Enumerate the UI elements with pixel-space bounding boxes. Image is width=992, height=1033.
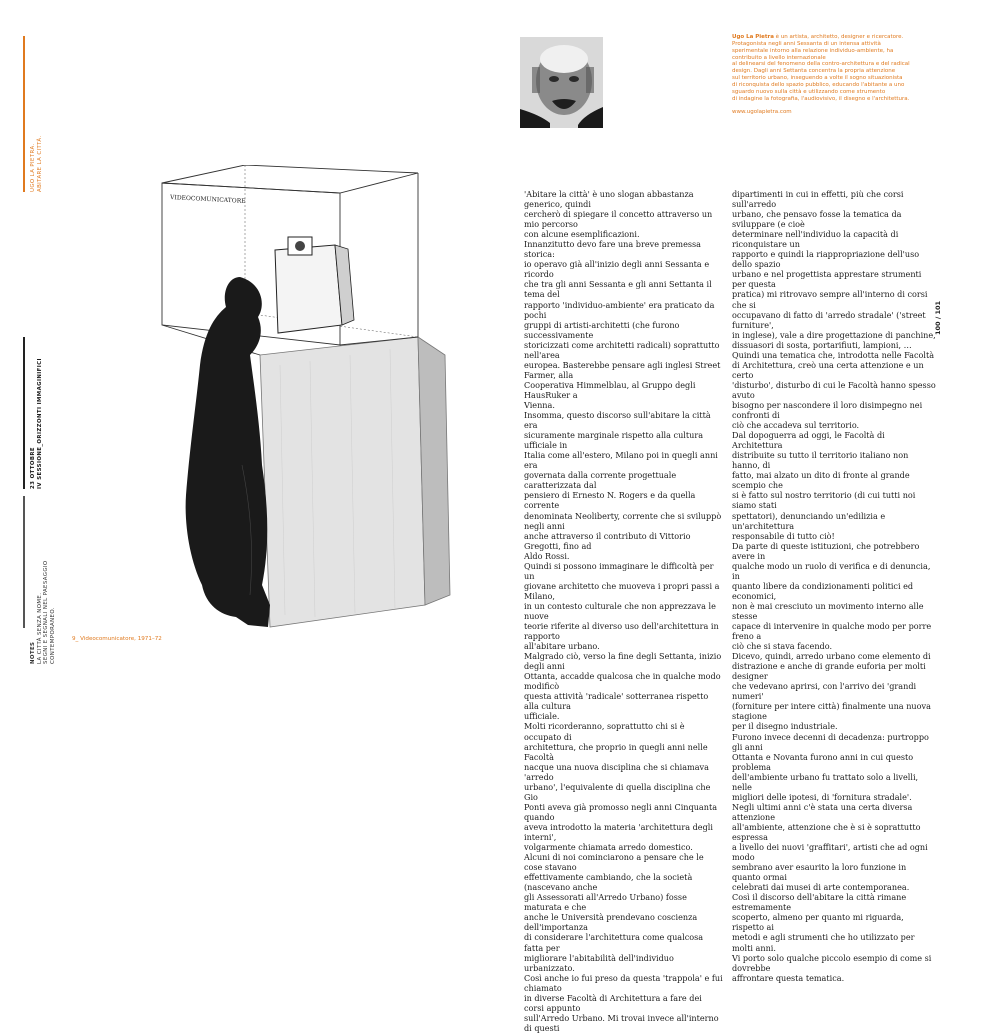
box-label: VIDEOCOMUNICATORE bbox=[169, 194, 246, 205]
side-title bbox=[30, 136, 43, 192]
text-line: che vedevano aprirsi, con l'arrivo dei 'grandi numeri' bbox=[732, 681, 917, 702]
text-line: volgarmente chiamata arredo domestico. bbox=[524, 842, 693, 853]
text-line: capace di intervenire in qualche modo per porre freno a bbox=[732, 621, 932, 642]
bio-line-5: design. Dagli anni Settanta concentra la propria attenzione bbox=[732, 68, 896, 75]
side-title-line-2: ABITARE LA CITTÀ. bbox=[36, 135, 43, 192]
text-line: ciò che accadeva sul territorio. bbox=[732, 420, 860, 431]
text-line: effettivamente cambiando, che la società (nascevano anche bbox=[524, 872, 693, 893]
text-line: dipartimenti in cui in effetti, più che corsi sull'arredo bbox=[732, 189, 904, 210]
text-line: distribuite su tutto il territorio italiano non hanno, di bbox=[732, 450, 909, 471]
notes-line-4: CONTEMPORANEO. bbox=[49, 607, 56, 664]
text-line: spettatori), denunciando un'edilizia e un'architettura bbox=[732, 510, 886, 531]
side-title-line-1: UGO LA PIETRA. bbox=[30, 143, 36, 192]
text-line: cercherò di spiegare il concetto attraverso un mio percorso bbox=[524, 209, 713, 230]
text-line: governata dalla corrente progettuale caratterizzata dal bbox=[524, 470, 677, 491]
portrait-photo bbox=[520, 37, 603, 128]
text-line: di Architettura, creò una certa attenzione e un certo bbox=[732, 359, 924, 380]
text-line: Ponti aveva già promosso negli anni Cinquanta quando bbox=[524, 801, 718, 822]
text-line: urbano e nel progettista apprestare strumenti per questa bbox=[732, 269, 922, 290]
text-line: all'abitare urbano. bbox=[524, 641, 600, 652]
text-line: 'disturbo', disturbo di cui le Facoltà hanno spesso avuto bbox=[732, 379, 936, 400]
text-line: con alcune esemplificazioni. bbox=[524, 229, 640, 240]
text-line: a livello dei nuovi 'graffitari', artisti che ad ogni modo bbox=[732, 842, 928, 863]
text-line: Così il discorso dell'abitare la città rimane estremamente bbox=[732, 892, 907, 913]
text-line: Alcuni di noi cominciarono a pensare che le cose stavano bbox=[524, 852, 704, 873]
text-line: ufficiale. bbox=[524, 711, 560, 722]
text-line: architettura, che proprio in quegli anni nelle Facoltà bbox=[524, 741, 708, 762]
text-line: Insomma, questo discorso sull'abitare la città era bbox=[524, 410, 711, 431]
text-line: io operavo già all'inizio degli anni Sessanta e ricordo bbox=[524, 259, 710, 280]
text-line: Aldo Rossi. bbox=[524, 550, 570, 561]
text-line: in diverse Facoltà di Architettura a fare dei corsi appunto bbox=[524, 992, 702, 1013]
text-line: quanto libere da condizionamenti politici ed economici, bbox=[732, 580, 914, 601]
text-line: all'ambiente, attenzione che è si è soprattutto espressa bbox=[732, 821, 921, 842]
orange-rule-top bbox=[23, 36, 25, 192]
text-line: Quindi una tematica che, introdotta nelle Facoltà bbox=[732, 349, 935, 360]
text-line: anche attraverso il contributo di Vittorio Gregotti, fino ad bbox=[524, 530, 691, 551]
text-line: Così anche io fui preso da questa 'trappola' e fui chiamato bbox=[524, 972, 723, 993]
text-line: Malgrado ciò, verso la fine degli Settanta, inizio degli anni bbox=[524, 651, 722, 672]
text-line: Dicevo, quindi, arredo urbano come elemento di bbox=[732, 651, 931, 662]
text-line: urbano', l'equivalente di quella disciplina che Gio bbox=[524, 781, 711, 802]
text-line: determinare nell'individuo la capacità di riconquistare un bbox=[732, 229, 899, 250]
text-line: bisogno per nascondere il loro disimpegno nei confronti di bbox=[732, 399, 923, 421]
page-number: 100 / 101 bbox=[934, 300, 942, 335]
text-line: (forniture per intere città) finalmente una nuova stagione bbox=[732, 701, 931, 722]
text-line: Da parte di queste istituzioni, che potrebbero avere in bbox=[732, 540, 920, 561]
text-line: che tra gli anni Sessanta e gli anni Settanta il tema del bbox=[524, 279, 712, 300]
text-line: 'Abitare la città' è uno slogan abbastanza generico, quindi bbox=[524, 189, 694, 210]
text-line: per il disegno industriale. bbox=[732, 721, 838, 732]
session-label bbox=[30, 358, 43, 489]
text-line: fatto, mai alzato un dito di fronte al grande scempio che bbox=[732, 470, 910, 491]
text-line: questa attività 'radicale' sotterranea rispetto alla cultura bbox=[524, 691, 709, 712]
notes-line-2: LA CITTÀ SENZA NOME. bbox=[36, 592, 43, 664]
text-line: migliorare l'abitabilità dell'individuo urbanizzato. bbox=[524, 952, 674, 973]
author-bio bbox=[732, 34, 932, 116]
text-line: aveva introdotto la materia 'architettura degli interni', bbox=[524, 821, 713, 842]
bio-line-0 bbox=[732, 34, 932, 41]
text-line: celebrati dai musei di arte contemporanea. bbox=[732, 882, 910, 893]
author-website-link[interactable]: www.ugolapietra.com bbox=[732, 109, 792, 116]
text-line: Vienna. bbox=[524, 399, 555, 410]
text-line: rapporto e quindi la riappropriazione dell'uso dello spazio bbox=[732, 249, 920, 270]
text-line: metodi e agli strumenti che ho utilizzato per molti anni. bbox=[732, 932, 915, 953]
text-line: denominata Neoliberty, corrente che si sviluppò negli anni bbox=[524, 510, 722, 531]
text-line: dell'ambiente urbano fu trattato solo a livelli, nelle bbox=[732, 771, 919, 792]
text-line: urbano, che pensavo fosse la tematica da sviluppare (e cioè bbox=[732, 209, 902, 230]
bio-line-7: di riconquista dello spazio pubblico, educando l'abitante a uno bbox=[732, 81, 905, 88]
article-column-1 bbox=[524, 189, 724, 1033]
bio-line-9: di indagine la fotografia, l'audiovisivo, il disegno e l'architettura. bbox=[732, 95, 910, 102]
bio-line-1: Protagonista negli anni Sessanta di un intensa attività bbox=[732, 40, 881, 47]
text-line: di considerare l'architettura come qualcosa fatta per bbox=[524, 932, 704, 953]
text-line: gli Assessorati all'Arredo Urbano) fosse maturata e che bbox=[524, 892, 687, 913]
text-line: Ottanta e Novanta furono anni in cui questo problema bbox=[732, 751, 914, 772]
text-line: qualche modo un ruolo di verifica e di denuncia, in bbox=[732, 560, 931, 581]
dark-rule-mid bbox=[23, 337, 25, 489]
text-line: occupavano di fatto di 'arredo stradale' ('street furniture', bbox=[732, 309, 926, 330]
dark-rule-bottom bbox=[23, 496, 25, 628]
figure-caption: 9_ Videocomunicatore, 1971–72 bbox=[72, 636, 162, 642]
text-line: Cooperativa Himmelblau, al Gruppo degli HausRuker a bbox=[524, 379, 696, 400]
text-line: sull'Arredo Urbano. Mi trovai invece all'interno di questi bbox=[524, 1012, 719, 1033]
text-line: in un contesto culturale che non apprezzava le nuove bbox=[524, 600, 716, 621]
session-title: IV SESSIONE_ORIZZONTI IMMAGINIFICI bbox=[36, 358, 43, 489]
text-line: Quindi si possono immaginare le difficoltà per un bbox=[524, 560, 714, 581]
text-line: nacque una nuova disciplina che si chiamava 'arredo bbox=[524, 761, 709, 782]
text-line: Ottanta, accadde qualcosa che in qualche modo modificò bbox=[524, 671, 721, 692]
text-line: ciò che si stava facendo. bbox=[732, 641, 833, 652]
videocomunicatore-illustration bbox=[150, 165, 500, 635]
bio-line-6: sul territorio urbano, inseguendo a volte il sogno situazionista bbox=[732, 75, 903, 82]
text-line: Dal dopoguerra ad oggi, le Facoltà di Architettura bbox=[732, 430, 885, 451]
text-line: teorie riferite al diverso uso dell'architettura in rapporto bbox=[524, 621, 719, 642]
text-line: non è mai cresciuto un movimento interno alle stesse bbox=[732, 600, 924, 621]
text-line: storicizzati come architetti radicali) soprattutto nell'area bbox=[524, 339, 720, 360]
text-line: gruppi di artisti-architetti (che furono successivamente bbox=[524, 319, 680, 340]
text-line: migliori delle ipotesi, di 'fornitura stradale'. bbox=[732, 791, 912, 802]
text-line: responsabile di tutto ciò! bbox=[732, 530, 835, 541]
text-line: pensiero di Ernesto N. Rogers e da quella corrente bbox=[524, 490, 696, 511]
notes-label bbox=[30, 560, 56, 664]
text-line: Negli ultimi anni c'è stata una certa diversa attenzione bbox=[732, 801, 913, 822]
text-line: in inglese), vale a dire progettazione di panchine, bbox=[732, 329, 936, 340]
text-line: europea. Basterebbe pensare agli inglesi Street Farmer, alla bbox=[524, 359, 721, 380]
text-line: Italia come all'estero, Milano poi in quegli anni era bbox=[524, 450, 718, 471]
notes-line-1: NOTES bbox=[30, 641, 36, 664]
text-line: Furono invece decenni di decadenza: purtroppo gli anni bbox=[732, 731, 929, 752]
text-line: affrontare questa tematica. bbox=[732, 972, 845, 983]
text-line: anche le Università prendevano coscienza dell'importanza bbox=[524, 912, 698, 933]
text-line: distrazione e anche di grande euforia per molti designer bbox=[732, 661, 926, 682]
text-line: scoperto, almeno per quanto mi riguarda, rispetto ai bbox=[732, 912, 904, 933]
article-column-2 bbox=[732, 189, 937, 983]
session-date: 23 OTTOBRE bbox=[30, 447, 36, 489]
author-name: Ugo La Pietra bbox=[732, 34, 774, 40]
text-line: rapporto 'individuo-ambiente' era praticato da pochi bbox=[524, 299, 715, 320]
text-line: sicuramente marginale rispetto alla cultura ufficiale in bbox=[524, 430, 704, 451]
bio-line-3: contribuito a livello internazionale bbox=[732, 54, 826, 61]
text-line: Innanzitutto devo fare una breve premessa storica: bbox=[524, 239, 702, 260]
bio-line-0-text: è un artista, architetto, designer e ricercatore. bbox=[773, 34, 904, 40]
bio-line-4: al delinearsi del fenomeno della contro-architettura e del radical bbox=[732, 61, 910, 68]
text-line: Molti ricorderanno, soprattutto chi si è occupato di bbox=[524, 721, 685, 742]
bio-line-2: sperimentale intorno alla relazione individuo-ambiente, ha bbox=[732, 47, 894, 54]
text-line: Vi porto solo qualche piccolo esempio di come si dovrebbe bbox=[732, 952, 932, 973]
bio-line-8: sguardo nuovo sulla città e utilizzando come strumento bbox=[732, 88, 886, 95]
text-line: giovane architetto che muoveva i propri passi a Milano, bbox=[524, 580, 720, 601]
text-line: sembrano aver esaurito la loro funzione in quanto ormai bbox=[732, 862, 907, 883]
text-line: si è fatto sul nostro territorio (di cui tutti noi siamo stati bbox=[732, 490, 916, 511]
text-line: dissuasori di sosta, portarifiuti, lampioni, … bbox=[732, 339, 912, 350]
notes-line-3: SEGNI E SEGNALI NEL PAESAGGIO bbox=[43, 560, 50, 664]
text-line: pratica) mi ritrovavo sempre all'interno di corsi che si bbox=[732, 289, 928, 310]
